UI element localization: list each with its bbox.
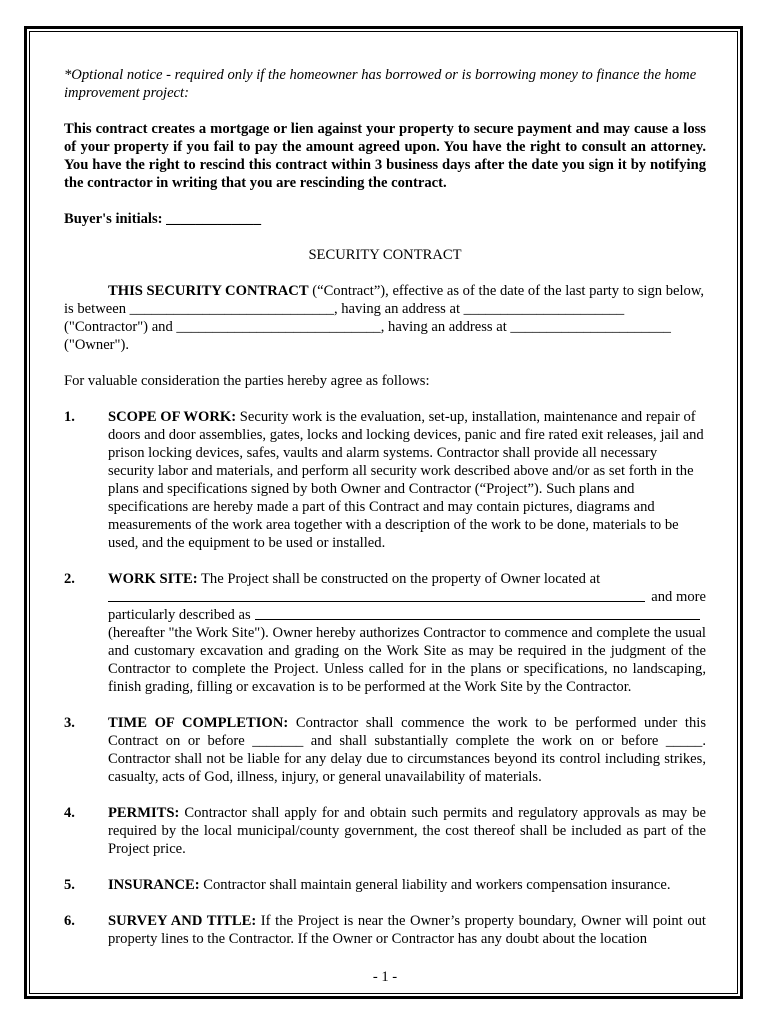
section-heading: TIME OF COMPLETION:: [108, 715, 289, 731]
section-text: Contractor shall maintain general liability and workers compensation insurance.: [199, 877, 671, 893]
optional-notice: *Optional notice - required only if the homeowner has borrowed or is borrowing money to finance the home improvement project:: [64, 67, 697, 101]
intro-paragraph: [64, 282, 706, 354]
section-text: (hereafter "the Work Site"). Owner hereby authorizes Contractor to commence and complete the usual and customary excavation and grading on the Work Site as may be required in the judgment of the Contractor to complete the Project. Unless called for in the plans or specifications, no landscaping, finish grading, filling or excavation is to be performed at the Work Site by the Contractor.: [108, 625, 706, 695]
buyer-initials: Buyer's initials: _____________: [64, 211, 262, 227]
section-text: Security work is the evaluation, set-up, installation, maintenance and repair of doors and door assemblies, gates, locks and locking devices, panic and fire rated exit releases, jail and prison locking devices, safes, vaults and alarm systems. Contractor shall provide all necessary security labor and materials, and perform all security work described above and/or as set forth in the plans and specifications signed by both Owner and Contractor (“Project”). Such plans and specifications are hereby made a part of this Contract and may contain pictures, diagrams and measurements of the work area together with a description of the work to be done, materials to be used, and the equipment to be used or installed.: [108, 409, 704, 551]
section-number: 6.: [64, 913, 75, 929]
document-page: [64, 66, 706, 948]
section-number: 4.: [64, 805, 75, 821]
section-number: 5.: [64, 877, 75, 893]
section-number: 3.: [64, 715, 75, 731]
blank-description-line: [255, 606, 700, 620]
document-title: SECURITY CONTRACT: [308, 247, 462, 263]
section-text-line1: The Project shall be constructed on the property of Owner located at: [197, 571, 601, 587]
section-permits: [64, 804, 706, 858]
section-heading: WORK SITE:: [108, 571, 198, 587]
section-text-tail: and more: [651, 589, 706, 605]
section-text: Contractor shall commence the work to be performed under this Contract on or before _______ and shall substantially complete the work on or before _____. Contractor shall not be liable for any delay due to circumstances beyond its control including strikes, casualty, acts of God, illness, injury, or general unavailability of materials.: [108, 715, 707, 785]
section-heading: PERMITS:: [108, 805, 180, 821]
section-heading: INSURANCE:: [108, 877, 200, 893]
section-insurance: [64, 876, 706, 894]
section-heading: SCOPE OF WORK:: [108, 409, 237, 425]
lien-warning: This contract creates a mortgage or lien against your property to secure payment and may cause a loss of your property if you fail to pay the amount agreed upon. You have the right to consult an attorney. You have the right to rescind this contract within 3 business days after the date you sign it by notifying the contractor in writing that you are rescinding the contract.: [64, 121, 706, 191]
section-heading: SURVEY AND TITLE:: [108, 913, 257, 929]
section-text: Contractor shall apply for and obtain such permits and regulatory approvals as may be required by the local municipal/county government, the cost thereof shall be included as part of the Project price.: [108, 805, 706, 857]
section-text-described: particularly described as: [108, 607, 251, 623]
section-survey-and-title: [64, 912, 706, 948]
page-number: - 1 -: [372, 969, 398, 985]
section-work-site: [64, 570, 706, 696]
consideration-clause: For valuable consideration the parties hereby agree as follows:: [64, 373, 430, 389]
section-number: 1.: [64, 409, 75, 425]
section-text: If the Project is near the Owner’s property boundary, Owner will point out property lines to the Contractor. If the Owner or Contractor has any doubt about the location: [108, 913, 706, 947]
section-scope-of-work: [64, 408, 706, 552]
section-number: 2.: [64, 571, 75, 587]
intro-lead: THIS SECURITY CONTRACT: [108, 283, 309, 299]
intro-text: (“Contract”), effective as of the date of the last party to sign below, is between ____________________________, having an address at ______________________ ("Contractor") and ____________________________, having an address at ______________________ ("Owner").: [64, 283, 705, 353]
blank-address-line: [108, 588, 645, 602]
section-time-of-completion: [64, 714, 706, 786]
